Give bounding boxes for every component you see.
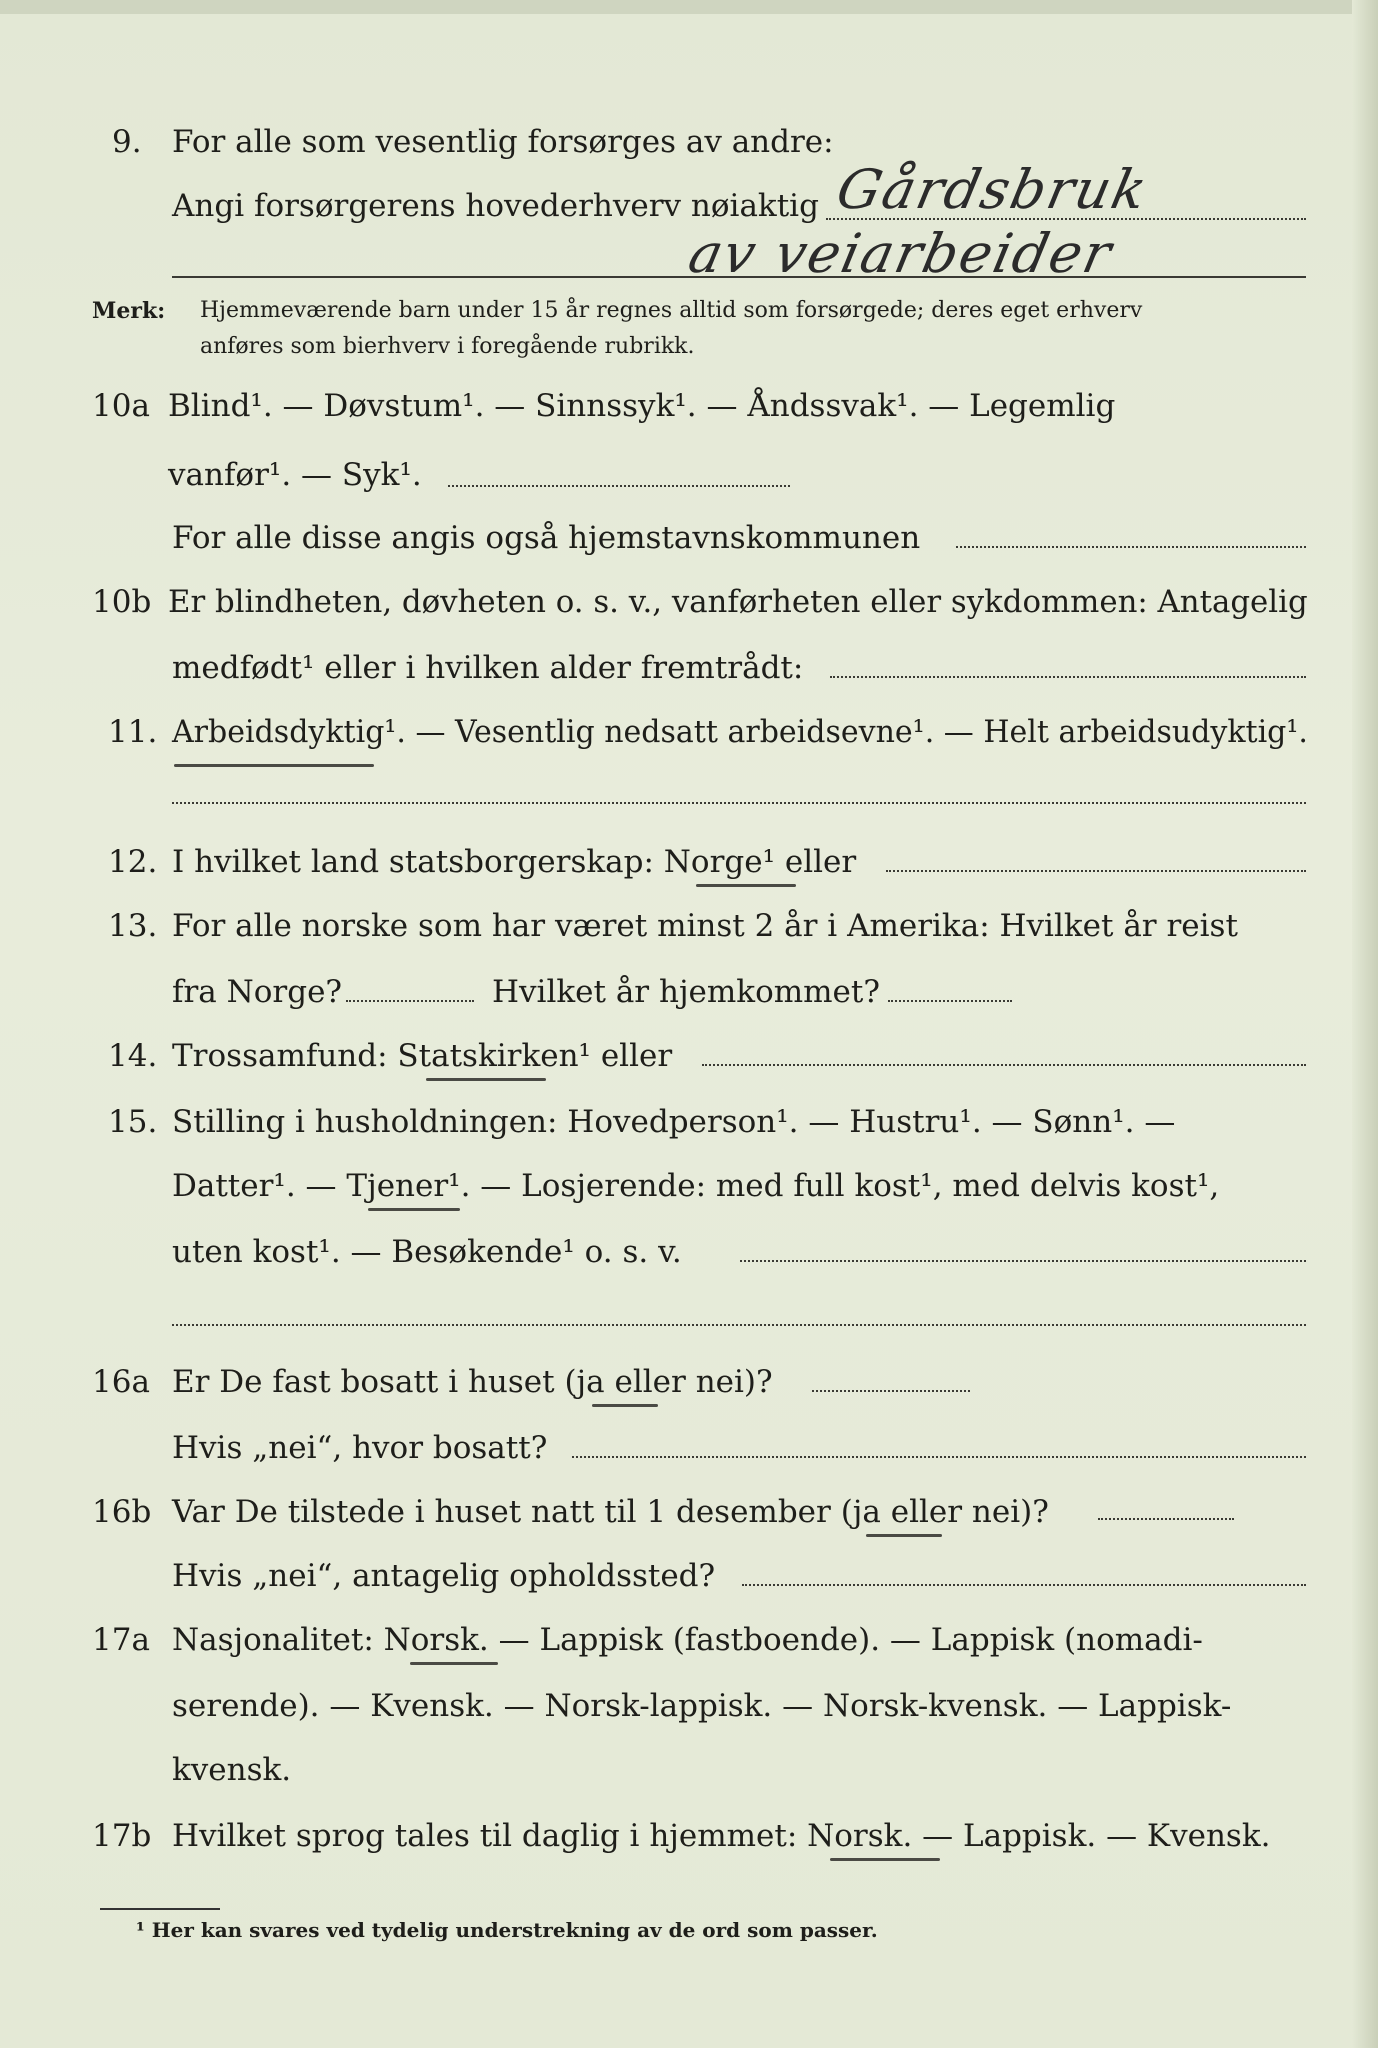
item-15-answer-line1 bbox=[740, 1260, 1306, 1262]
item-12-underline-mark bbox=[696, 884, 796, 887]
item-17a-line2: serende). — Kvensk. — Norsk-lappisk. — Norsk-kvensk. — Lappisk- bbox=[172, 1688, 1232, 1724]
item-16a-underline-mark bbox=[592, 1404, 658, 1407]
item-17b-underline-mark bbox=[830, 1858, 940, 1861]
paper-edge-top bbox=[0, 0, 1378, 14]
item-9-number: 9. bbox=[112, 124, 142, 160]
item-16b-number: 16b bbox=[92, 1494, 152, 1530]
item-14-underline-mark bbox=[426, 1078, 546, 1081]
item-16a-answer-line bbox=[812, 1390, 970, 1392]
item-13-line1: For alle norske som har været minst 2 år i Amerika: Hvilket år reist bbox=[172, 908, 1238, 944]
item-12-line1: I hvilket land statsborgerskap: Norge¹ eller bbox=[172, 844, 857, 880]
item-10b-line2: medfødt¹ eller i hvilken alder fremtrådt: bbox=[172, 650, 804, 686]
item-10a-home-answer bbox=[956, 546, 1306, 548]
item-16a-bosatt-answer bbox=[572, 1456, 1306, 1458]
item-10a-answer-line bbox=[448, 485, 790, 487]
item-10a-number: 10a bbox=[92, 388, 150, 424]
merk-label: Merk: bbox=[92, 298, 166, 324]
item-15-line2: Datter¹. — Tjener¹. — Losjerende: med full kost¹, med delvis kost¹, bbox=[172, 1168, 1220, 1204]
item-16a-number: 16a bbox=[92, 1364, 150, 1400]
item-14-line1: Trossamfund: Statskirken¹ eller bbox=[172, 1038, 673, 1074]
item-15-number: 15. bbox=[108, 1104, 158, 1140]
item-10b-answer-line bbox=[830, 676, 1306, 678]
item-13-line2a: fra Norge? bbox=[172, 974, 343, 1010]
item-11-answer-line bbox=[172, 802, 1306, 804]
item-15-line3: uten kost¹. — Besøkende¹ o. s. v. bbox=[172, 1234, 682, 1270]
item-10a-line3: For alle disse angis også hjemstavnskommunen bbox=[172, 520, 921, 556]
item-17a-underline-mark bbox=[410, 1662, 498, 1665]
item-10a-line1: Blind¹. — Døvstum¹. — Sinnssyk¹. — Åndssvak¹. — Legemlig bbox=[168, 388, 1116, 424]
item-10b-line1: Er blindheten, døvheten o. s. v., vanførheten eller sykdommen: Antagelig bbox=[168, 584, 1308, 620]
item-16b-line1: Var De tilstede i huset natt til 1 desember (ja eller nei)? bbox=[172, 1494, 1049, 1530]
item-12-number: 12. bbox=[108, 844, 158, 880]
item-16a-line1: Er De fast bosatt i huset (ja eller nei)? bbox=[172, 1364, 773, 1400]
item-13-line2b: Hvilket år hjemkommet? bbox=[492, 974, 880, 1010]
item-10a-line2: vanfør¹. — Syk¹. bbox=[168, 457, 422, 493]
item-9-line1: For alle som vesentlig forsørges av andre: bbox=[172, 124, 834, 160]
item-13-answer-reist bbox=[346, 1000, 474, 1002]
item-9-line2: Angi forsørgerens hovederhverv nøiaktig bbox=[172, 188, 819, 224]
item-14-number: 14. bbox=[108, 1038, 158, 1074]
item-17b-number: 17b bbox=[92, 1818, 152, 1854]
item-12-answer-line bbox=[886, 870, 1306, 872]
merk-line1: Hjemmeværende barn under 15 år regnes alltid som forsørgede; deres eget erhverv bbox=[200, 298, 1143, 323]
paper-edge-right bbox=[1352, 0, 1378, 2048]
item-15-underline-mark bbox=[368, 1208, 460, 1211]
item-11-number: 11. bbox=[108, 714, 158, 750]
item-13-answer-hjemkommet bbox=[888, 1000, 1012, 1002]
item-11-line1: Arbeidsdyktig¹. — Vesentlig nedsatt arbeidsevne¹. — Helt arbeidsudyktig¹. bbox=[172, 714, 1308, 750]
item-16b-underline-mark bbox=[866, 1534, 942, 1537]
item-9-handwriting2: av veiarbeider bbox=[683, 222, 1119, 285]
item-16b-answer-line bbox=[1098, 1518, 1234, 1520]
item-14-answer-line bbox=[702, 1064, 1306, 1066]
item-9-handwriting1: Gårdsbruk bbox=[831, 158, 1155, 221]
item-17a-line1: Nasjonalitet: Norsk. — Lappisk (fastboende). — Lappisk (nomadi- bbox=[172, 1622, 1203, 1658]
merk-line2: anføres som bierhverv i foregående rubrikk. bbox=[200, 334, 695, 359]
item-17b-line1: Hvilket sprog tales til daglig i hjemmet: Norsk. — Lappisk. — Kvensk. bbox=[172, 1818, 1271, 1854]
footnote-rule bbox=[100, 1908, 220, 1910]
item-13-number: 13. bbox=[108, 908, 158, 944]
item-15-line1: Stilling i husholdningen: Hovedperson¹. — Hustru¹. — Sønn¹. — bbox=[172, 1104, 1176, 1140]
item-11-underline-mark bbox=[174, 764, 374, 767]
item-17a-number: 17a bbox=[92, 1622, 150, 1658]
footnote: ¹ Her kan svares ved tydelig understrekning av de ord som passer. bbox=[136, 1918, 878, 1942]
item-16a-line2: Hvis „nei“, hvor bosatt? bbox=[172, 1430, 548, 1466]
item-10b-number: 10b bbox=[92, 584, 152, 620]
item-16b-line2: Hvis „nei“, antagelig opholdssted? bbox=[172, 1558, 716, 1594]
item-17a-line3: kvensk. bbox=[172, 1752, 292, 1788]
item-16b-opholdssted-answer bbox=[742, 1584, 1306, 1586]
item-15-answer-line2 bbox=[172, 1324, 1306, 1326]
